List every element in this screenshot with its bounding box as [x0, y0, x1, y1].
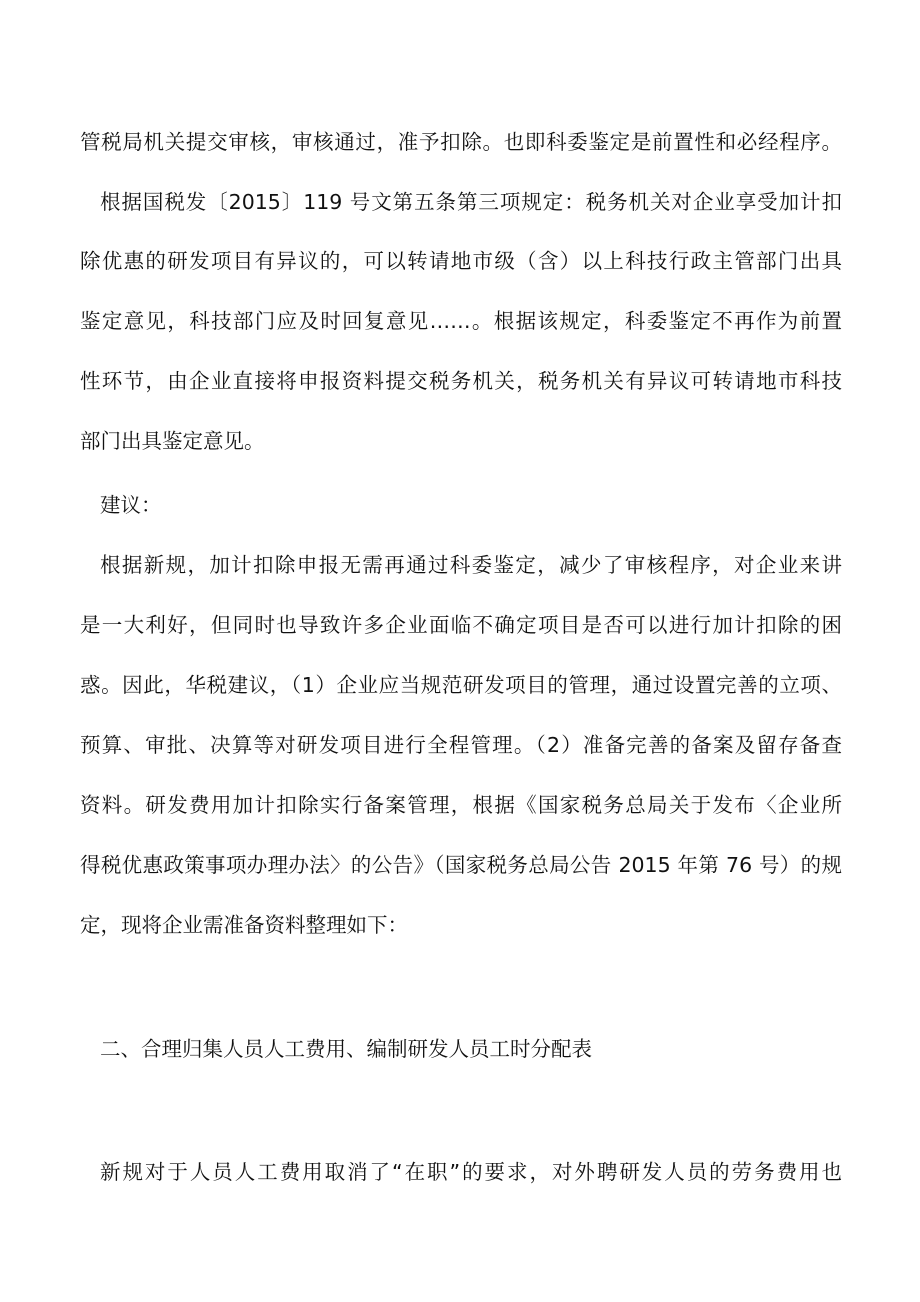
paragraph-line: 定，现将企业需准备资料整理如下： — [80, 913, 408, 937]
section-label: 建议： — [100, 493, 162, 517]
paragraph-line: 性环节，由企业直接将申报资料提交税务机关，税务机关有异议可转请地市科技 — [80, 369, 842, 393]
paragraph-line: 得税优惠政策事项办理办法〉的公告》（国家税务总局公告 2015 年第 76 号）的规 — [80, 853, 842, 877]
paragraph-line: 预算、审批、决算等对研发项目进行全程管理。（2）准备完善的备案及留存备查 — [80, 733, 842, 757]
paragraph-line: 根据国税发〔2015〕119 号文第五条第三项规定：税务机关对企业享受加计扣 — [100, 190, 842, 214]
paragraph-line: 鉴定意见，科技部门应及时回复意见……。根据该规定，科委鉴定不再作为前置 — [80, 309, 842, 333]
paragraph-line: 是一大利好，但同时也导致许多企业面临不确定项目是否可以进行加计扣除的困 — [80, 613, 842, 637]
paragraph-line: 根据新规，加计扣除申报无需再通过科委鉴定，减少了审核程序，对企业来讲 — [100, 553, 842, 577]
section-heading: 二、合理归集人员人工费用、编制研发人员工时分配表 — [100, 1037, 592, 1061]
paragraph-line: 管税局机关提交审核，审核通过，准予扣除。也即科委鉴定是前置性和必经程序。 — [80, 130, 842, 154]
paragraph-line: 新规对于人员人工费用取消了“在职”的要求，对外聘研发人员的劳务费用也 — [100, 1160, 842, 1184]
paragraph-line: 资料。研发费用加计扣除实行备案管理，根据《国家税务总局关于发布〈企业所 — [80, 793, 842, 817]
paragraph-line: 除优惠的研发项目有异议的，可以转请地市级（含）以上科技行政主管部门出具 — [80, 249, 842, 273]
paragraph-line: 部门出具鉴定意见。 — [80, 429, 265, 453]
paragraph-line: 惑。因此，华税建议，（1）企业应当规范研发项目的管理，通过设置完善的立项、 — [80, 673, 842, 697]
